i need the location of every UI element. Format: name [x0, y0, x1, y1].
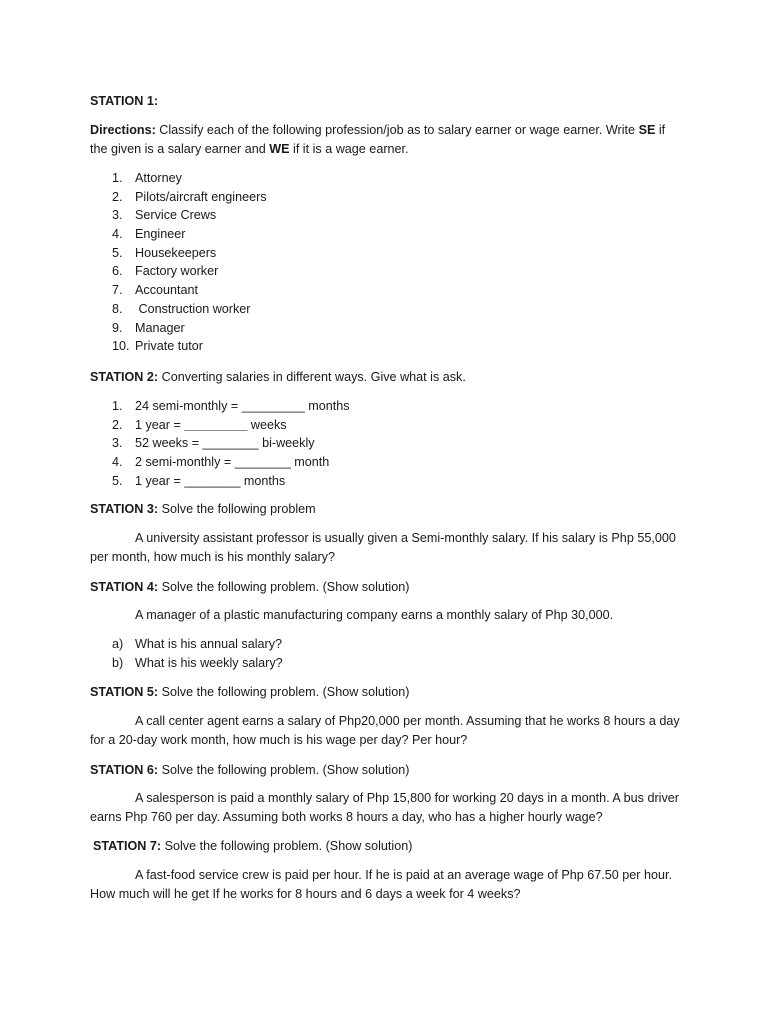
station3-problem: A university assistant professor is usually given a Semi-monthly salary. If his salary is Php 55,000 per month, how much is his monthly salary? [90, 531, 676, 564]
station1-directions: Directions: Classify each of the following profession/job as to salary earner or wage earner. Write SE if the given is a salary earner and WE if it is a wage earner. [90, 123, 666, 156]
station2-heading: STATION 2: Converting salaries in different ways. Give what is ask. [90, 370, 466, 384]
station1-heading: STATION 1: [90, 94, 159, 108]
list-item: 5. 1 year = ________ months [112, 473, 286, 488]
list-item: 10. Private tutor [112, 339, 203, 354]
list-item: 4. Engineer [112, 227, 186, 242]
station4-problem: A manager of a plastic manufacturing company earns a monthly salary of Php 30,000. [135, 608, 614, 622]
list-item: 3. 52 weeks = ________ bi-weekly [112, 436, 315, 451]
station5-problem: A call center agent earns a salary of Php20,000 per month. Assuming that he works 8 hours a day for a 20-day work month, how much is his wage per day? Per hour? [90, 714, 680, 747]
list-item: 2. 1 year = _________ weeks [112, 417, 287, 432]
list-item: 7. Accountant [112, 283, 199, 298]
station5-heading: STATION 5: Solve the following problem. (Show solution) [90, 685, 410, 699]
station6-problem: A salesperson is paid a monthly salary of Php 15,800 for working 20 days in a month. A bus driver earns Php 760 per day. Assuming both works 8 hours a day, who has a higher hourly wage? [90, 791, 679, 824]
list-item: 1. Attorney [112, 171, 182, 185]
list-item: a) What is his annual salary? [112, 637, 282, 651]
station3-heading: STATION 3: Solve the following problem [90, 502, 316, 516]
list-item: 3. Service Crews [112, 208, 217, 223]
station6-heading: STATION 6: Solve the following problem. (Show solution) [90, 763, 410, 777]
station4-heading: STATION 4: Solve the following problem. (Show solution) [90, 580, 410, 594]
station1-list [90, 169, 680, 356]
list-item: 1. 24 semi-monthly = _________ months [112, 399, 350, 413]
list-item: 6. Factory worker [112, 264, 219, 279]
list-item: b) What is his weekly salary? [112, 655, 283, 670]
station4-list [90, 635, 680, 672]
station2-list [90, 397, 680, 490]
list-item: 9. Manager [112, 320, 185, 335]
list-item: 8. Construction worker [112, 301, 251, 316]
list-item: 4. 2 semi-monthly = ________ month [112, 455, 330, 470]
list-item: 5. Housekeepers [112, 245, 217, 260]
station7-heading: STATION 7: Solve the following problem. (Show solution) [93, 839, 413, 853]
station7-problem: A fast-food service crew is paid per hour. If he is paid at an average wage of Php 67.50 per hour. How much will he get If he works for 8 hours and 6 days a week for 4 weeks? [90, 868, 672, 901]
list-item: 2. Pilots/aircraft engineers [112, 189, 267, 204]
